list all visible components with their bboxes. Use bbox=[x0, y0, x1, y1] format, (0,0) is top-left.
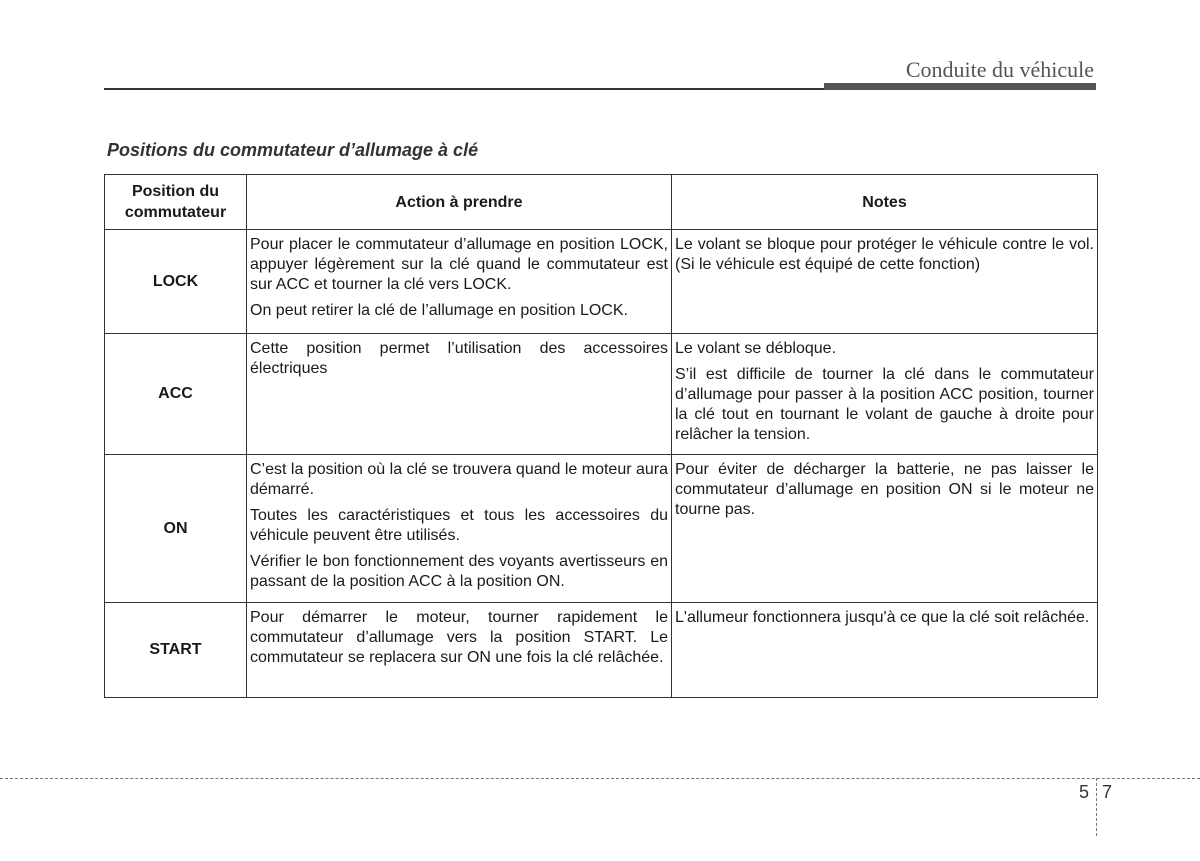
footer-dashed-rule bbox=[0, 778, 1200, 779]
action-cell bbox=[247, 603, 672, 698]
notes-cell bbox=[672, 455, 1098, 603]
action-cell bbox=[247, 455, 672, 603]
table-row-acc bbox=[105, 334, 1098, 455]
notes-text: L'allumeur fonctionnera jusqu'à ce que la clé soit relâchée. bbox=[675, 609, 1090, 626]
notes-cell bbox=[672, 230, 1098, 334]
notes-text: S’il est difficile de tourner la clé dans le commutateur d’allumage pour passer à la position ACC position, tourner la clé tout en tournant le volant de gauche à droite pour relâcher la tension. bbox=[675, 366, 1094, 443]
action-text: Toutes les caractéristiques et tous les accessoires du véhicule peuvent être utilisés. bbox=[250, 507, 668, 544]
notes-text: Le volant se débloque. bbox=[675, 340, 837, 357]
column-header-position: Position du commutateur bbox=[105, 175, 247, 230]
position-cell: ON bbox=[105, 455, 247, 603]
header-rule-accent bbox=[824, 83, 1096, 90]
notes-text: Le volant se bloque pour protéger le véhicule contre le vol. (Si le véhicule est équipé de cette fonction) bbox=[675, 236, 1094, 273]
table-row-on bbox=[105, 455, 1098, 603]
action-text: Cette position permet l’utilisation des accessoires électriques bbox=[250, 340, 668, 377]
table-row-lock bbox=[105, 230, 1098, 334]
position-cell: LOCK bbox=[105, 230, 247, 334]
column-header-action: Action à prendre bbox=[247, 175, 672, 230]
notes-cell bbox=[672, 603, 1098, 698]
column-header-notes: Notes bbox=[672, 175, 1098, 230]
action-text: Vérifier le bon fonctionnement des voyants avertisseurs en passant de la position ACC à la position ON. bbox=[250, 553, 668, 590]
position-cell: START bbox=[105, 603, 247, 698]
notes-cell bbox=[672, 334, 1098, 455]
action-text: On peut retirer la clé de l’allumage en position LOCK. bbox=[250, 302, 628, 319]
action-cell bbox=[247, 230, 672, 334]
section-title: Positions du commutateur d’allumage à clé bbox=[107, 140, 479, 160]
chapter-number: 5 bbox=[1079, 782, 1090, 802]
notes-text: Pour éviter de décharger la batterie, ne pas laisser le commutateur d’allumage en position ON si le moteur ne tourne pas. bbox=[675, 461, 1094, 518]
action-text: Pour démarrer le moteur, tourner rapidement le commutateur d’allumage vers la position START. Le commutateur se replacera sur ON une fois la clé relâchée. bbox=[250, 609, 668, 666]
action-cell bbox=[247, 334, 672, 455]
action-text: Pour placer le commutateur d’allumage en position LOCK, appuyer légèrement sur la clé quand le commutateur est sur ACC et tourner la clé vers LOCK. bbox=[250, 236, 668, 293]
running-header-title: Conduite du véhicule bbox=[905, 57, 1094, 82]
action-text: C’est la position où la clé se trouvera quand le moteur aura démarré. bbox=[250, 461, 669, 498]
table-header-row bbox=[105, 175, 1098, 230]
position-cell: ACC bbox=[105, 334, 247, 455]
page-number: 7 bbox=[1102, 782, 1113, 802]
table-row-start bbox=[105, 603, 1098, 698]
footer-page-divider bbox=[1096, 778, 1097, 836]
ignition-positions-table bbox=[104, 174, 1098, 698]
